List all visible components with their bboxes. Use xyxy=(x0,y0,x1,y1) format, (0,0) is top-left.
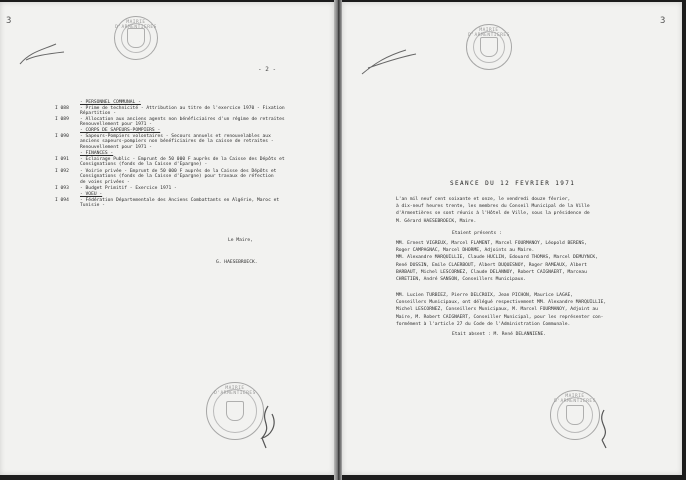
present-label: Etaient présents : xyxy=(452,231,502,236)
left-margin-signature xyxy=(12,32,72,72)
present-list: MM. Ernest VIGREUX, Marcel FLAMENT, Marcel FOURMANOY, Léopold BERENS, Roger CAMPAGNAC, Marcel DHORME, Adjoints au Maire. MM. Alexandre MARQUILLIE, Claude HUCLIN, Edouard THOMAS, Marcel DEMUYNCK, René DUSSIN, Emile CLAERBOUT, Albert DUQUESNOY, Roger RAMEAUX, Albert BARBAUT, Michel LESCORNEZ, Claude DELANNOY, Robert CAIGNAERT, Marceau CHRETIEN, André SANSON, Conseillers Municipaux. xyxy=(396,241,598,283)
agenda-item: I 093 - Budget Primitif - Exercice 1971 - xyxy=(55,186,177,191)
crest-icon xyxy=(480,37,498,57)
signature-name: G. HAESEBROECK. xyxy=(216,260,258,265)
municipal-seal: MAIRIE D'ARMENTIERES xyxy=(114,16,158,60)
agenda-item: I 094 - Fédération Départementale des Anciens Combattants en Algérie, Maroc et Tunisie - xyxy=(55,198,280,209)
delegations: MM. Lucien TURBIEZ, Pierre DELCROIX, Jean PICHON, Maurice LAGAE, Conseillers Municipaux, ont délégué respectivement MM. Alexandre MARQUILLIE, Michel LESCORNEZ, Conseillers Municipaux, M. Marcel FOURMANOY, Adjoint au Maire, M. Robert CAIGNAERT, Conseiller Municipal, pour les représenter con- formément à l'article 27 du Code de l'Administration Communale. xyxy=(396,293,607,327)
agenda-heading: - VOEU - xyxy=(80,192,103,197)
agenda-item: I 088 - Prime de technicité - Attribution au titre de l'exercice 1970 - Fixation Répartition - xyxy=(55,106,285,117)
right-margin-signature xyxy=(356,42,426,82)
signature-title: Le Maire, xyxy=(228,238,253,243)
book-gutter xyxy=(334,0,342,480)
agenda-item: I 092 - Voirie privée - Emprunt de 50 000 F auprès de la Caisse des Dépôts et Consignations (fonds de la Caisse d'Epargne) pour travaux de réfection de voies privées - xyxy=(55,169,277,185)
agenda-item: I 090 - Sapeurs-Pompiers volontaires - Secours annuels et renouvelables aux anciens sapeurs-pompiers non bénéficiaires de la caisse de retraites - Renouvellement pour 1971 - xyxy=(55,134,274,150)
seance-intro: L'an mil neuf cent soixante et onze, le vendredi douze février, à dix-neuf heures trente, les membres du Conseil Municipal de la Ville d'Armentières se sont réunis à l'Hôtel de Ville, sous la présidence de M. Gérard HAESEBROECK, Maire. xyxy=(396,197,590,224)
left-page xyxy=(0,2,334,475)
right-corner-number: 3 xyxy=(660,16,666,26)
crest-icon xyxy=(566,405,584,425)
agenda-item: I 089 - Allocation aux anciens agents non bénéficiaires d'un régime de retraites Renouvellement pour 1971 - xyxy=(55,117,285,128)
seance-title: SEANCE DU 12 FEVRIER 1971 xyxy=(450,180,576,187)
municipal-seal: MAIRIE D'ARMENTIERES xyxy=(466,24,512,70)
agenda-heading: - PERSONNEL COMMUNAL - xyxy=(80,100,141,105)
crest-icon xyxy=(127,28,145,48)
agenda-heading: - FINANCES - xyxy=(80,151,114,156)
agenda-item: I 091 - Eclairage Public - Emprunt de 50 000 F auprès de la Caisse des Dépôts et Consignations (fonds de la Caisse d'Epargne) - xyxy=(55,157,285,168)
right-page xyxy=(342,2,682,475)
municipal-seal-bottom: MAIRIE D'ARMENTIERES xyxy=(206,382,264,440)
municipal-seal-bottom: MAIRIE D'ARMENTIERES xyxy=(550,390,600,440)
agenda-heading: - CORPS DE SAPEURS-POMPIERS - xyxy=(80,128,161,133)
page-number: - 2 - xyxy=(258,66,277,73)
handwritten-signature xyxy=(590,406,620,450)
absent-line: Etait absent : M. René DELANNIENE. xyxy=(452,332,547,337)
crest-icon xyxy=(226,401,244,421)
handwritten-signature xyxy=(248,402,288,452)
left-corner-number: 3 xyxy=(6,16,12,26)
